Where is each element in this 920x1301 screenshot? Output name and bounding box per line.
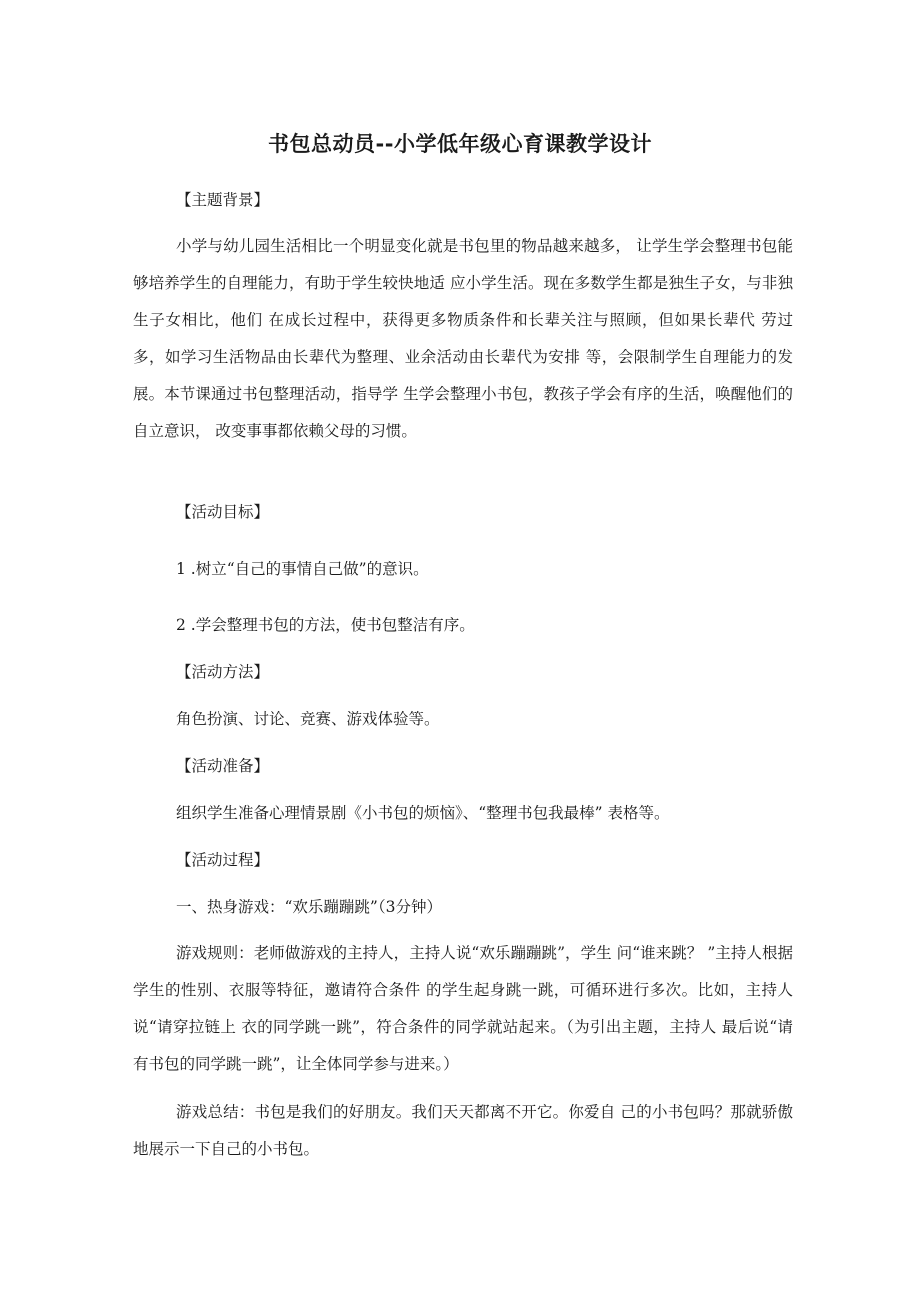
- methods-text: 角色扮演、讨论、竞赛、游戏体验等。: [176, 710, 440, 728]
- process-heading: 【活动过程】: [176, 851, 270, 869]
- goals-heading: 【活动目标】: [176, 503, 270, 521]
- background-heading: 【主题背景】: [176, 191, 270, 209]
- goal-item-2: 2 .学会整理书包的方法，使书包整洁有序。: [176, 616, 475, 634]
- document-title: 书包总动员--小学低年级心育课教学设计: [268, 132, 652, 156]
- prep-heading: 【活动准备】: [176, 757, 270, 775]
- methods-heading: 【活动方法】: [176, 663, 270, 681]
- step-1-heading: 一、热身游戏：“欢乐蹦蹦跳”（3分钟）: [176, 898, 442, 916]
- goal-item-1: 1 .树立“自己的事情自己做”的意识。: [176, 560, 429, 578]
- background-paragraph: 小学与幼儿园生活相比一个明显变化就是书包里的物品越来越多， 让学生学会整理书包能够培养学生的自理能力，有助于学生较快地适 应小学生活。现在多数学生都是独生子女，与非独生子女相比，他们 在成长过程中，获得更多物质条件和长辈关注与照顾，但如果长辈代 劳过多，如学习生活物品由长辈代为整理、业余活动由长辈代为安排 等，会限制学生自理能力的发展。本节课通过书包整理活动，指导学 生学会整理小书包，教孩子学会有序的生活，唤醒他们的自立意识， 改变事事都依赖父母的习惯。: [133, 237, 793, 440]
- summary-paragraph: 游戏总结：书包是我们的好朋友。我们天天都离不开它。你爱自 己的小书包吗？那就骄傲地展示一下自己的小书包。: [133, 1103, 793, 1158]
- prep-text: 组织学生准备心理情景剧《小书包的烦恼》、“整理书包我最棒” 表格等。: [176, 804, 670, 822]
- rules-paragraph: 游戏规则：老师做游戏的主持人，主持人说“欢乐蹦蹦跳”，学生 问“谁来跳？ ”主持人根据学生的性别、衣服等特征，邀请符合条件 的学生起身跳一跳，可循环进行多次。比如，主持人说“请穿拉链上 衣的同学跳一跳”，符合条件的同学就站起来。（为引出主题，主持人 最后说“请有书包的同学跳一跳”，让全体同学参与进来。）: [133, 944, 793, 1073]
